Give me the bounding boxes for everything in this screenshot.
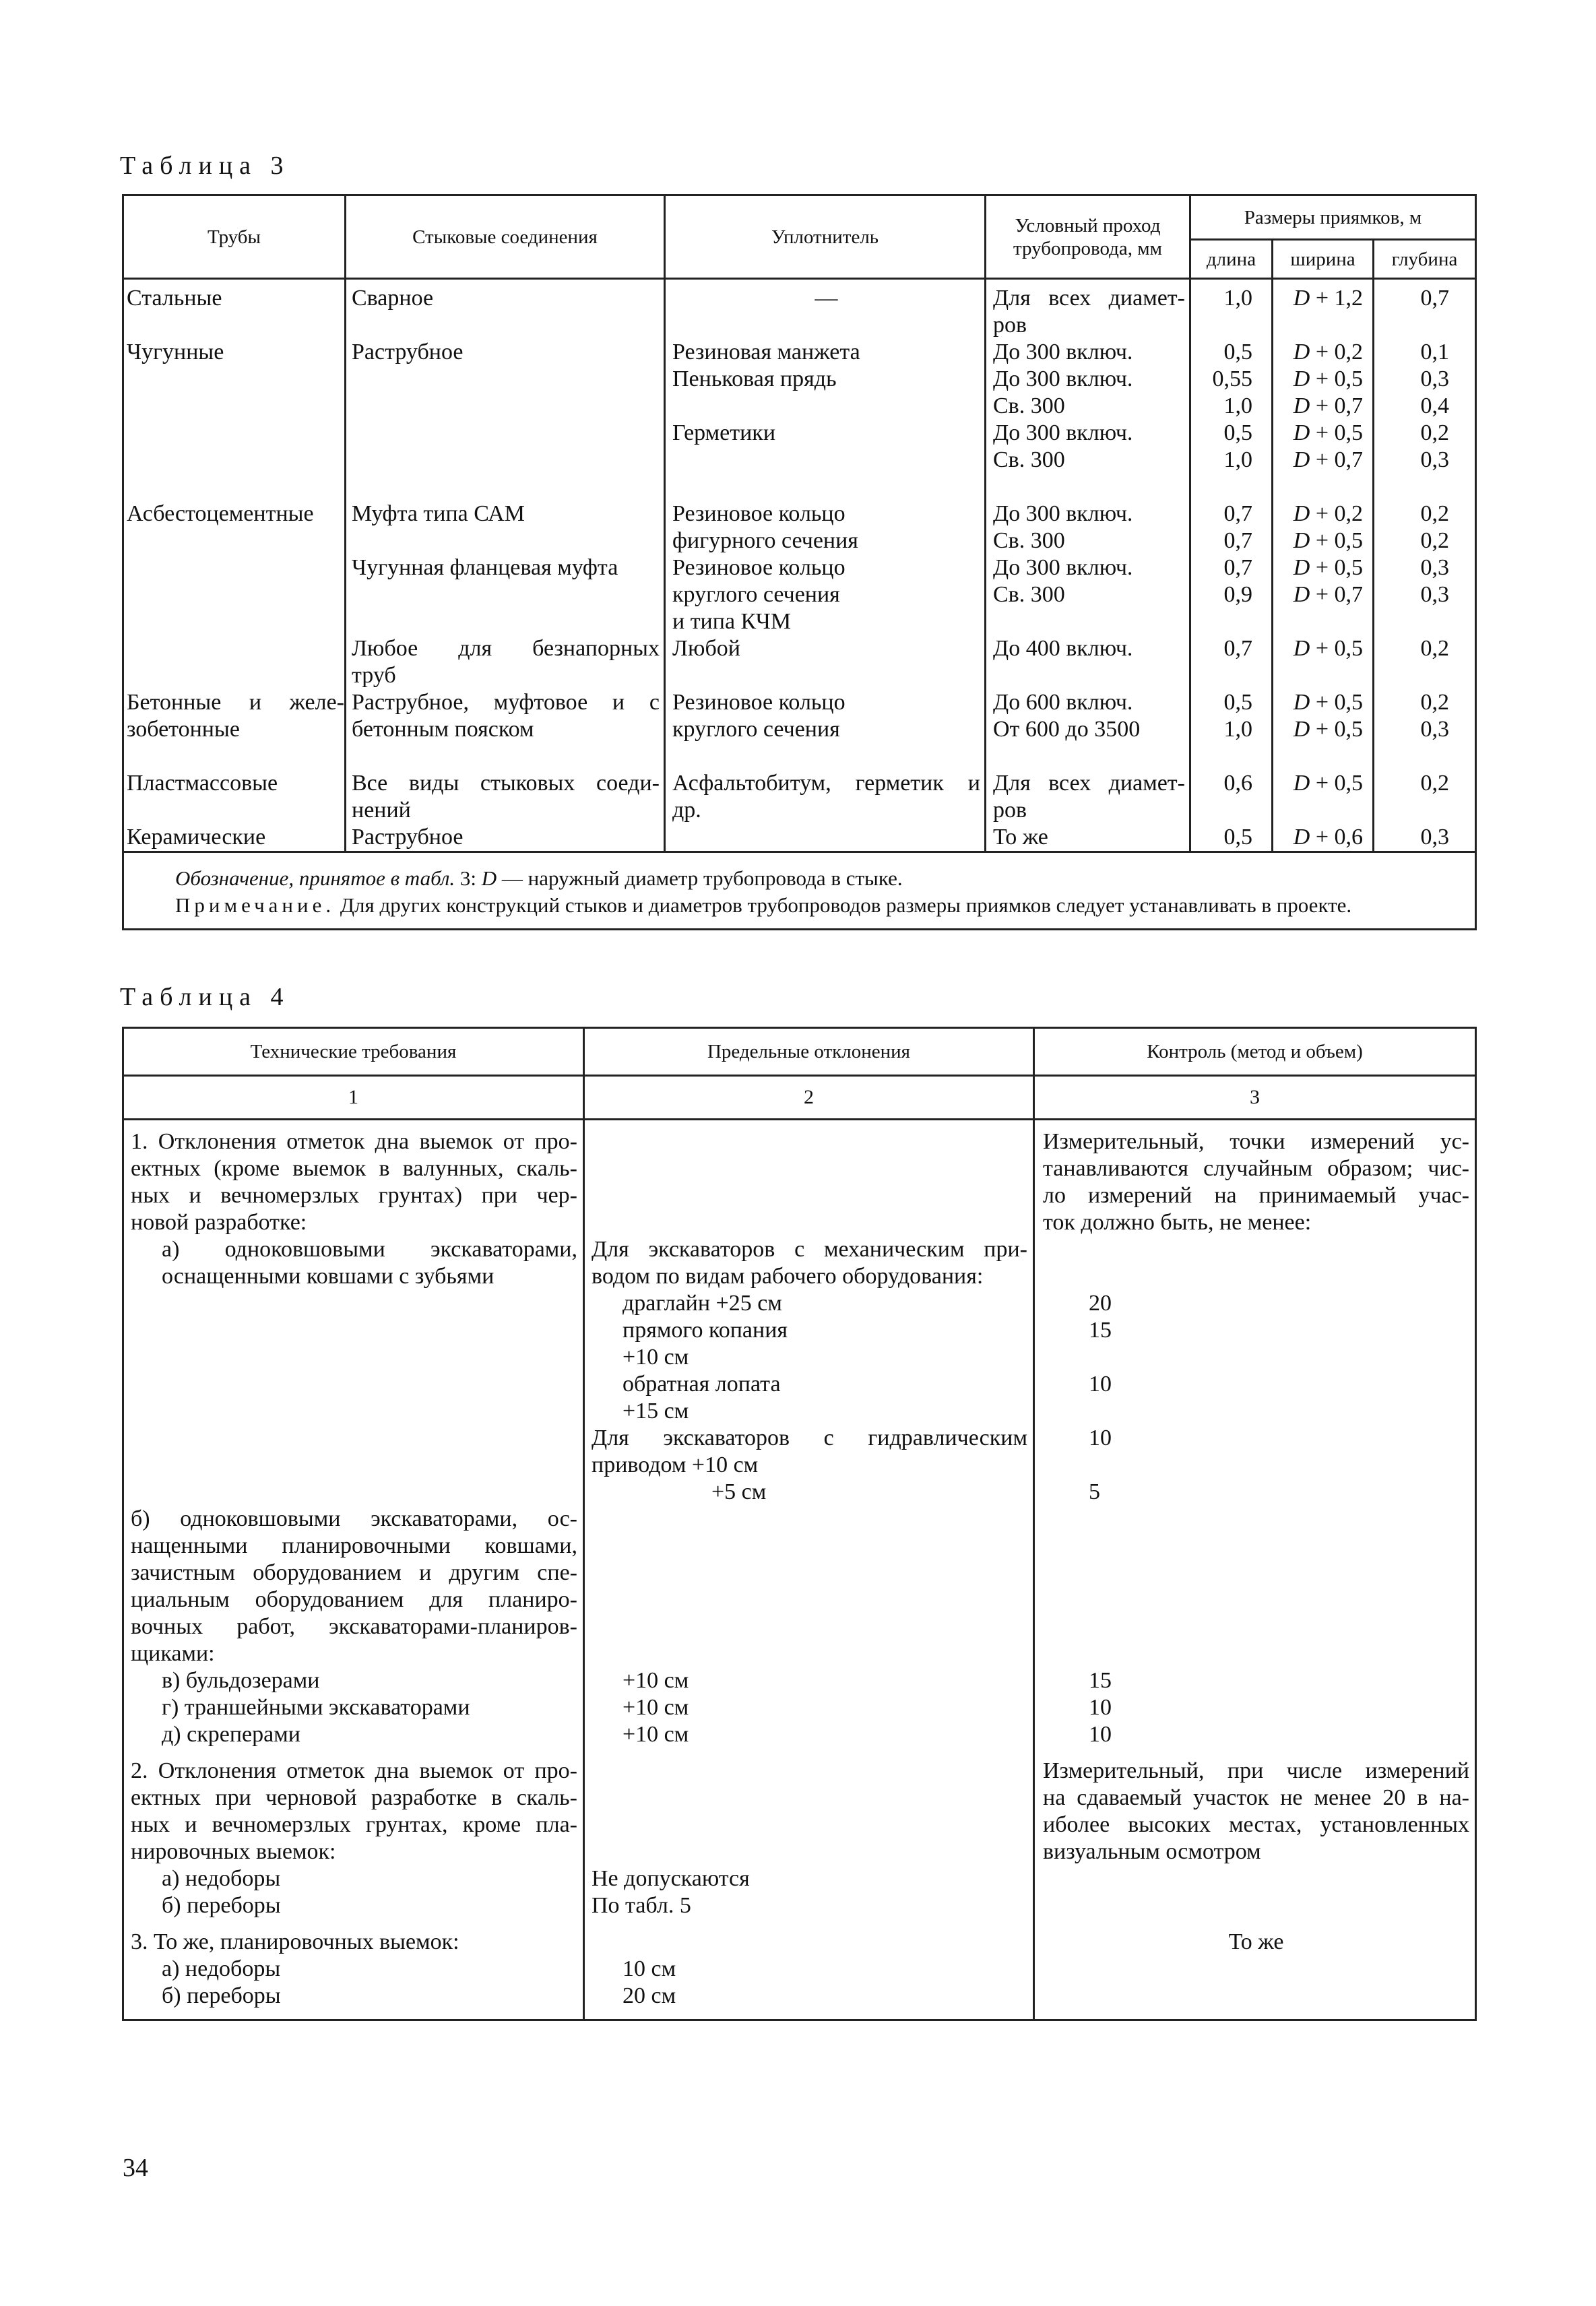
table-3 bbox=[122, 194, 1477, 930]
control-line bbox=[1043, 1560, 1469, 1587]
length-cell: 0,7 bbox=[1223, 555, 1252, 580]
depth-cell: 0,2 bbox=[1420, 636, 1450, 661]
table3-notes bbox=[123, 852, 1476, 930]
length-cell bbox=[1191, 743, 1252, 770]
width-cell: D + 0,7 bbox=[1293, 447, 1363, 472]
pipe-type-cell bbox=[127, 581, 344, 608]
diameter-cell: Для всех диамет- bbox=[993, 771, 1185, 796]
diameter-cell: То же bbox=[993, 825, 1048, 850]
length-cell: 0,9 bbox=[1223, 582, 1252, 607]
block1-requirements bbox=[123, 1120, 584, 1749]
pipe-type-cell: Асбестоцементные bbox=[127, 501, 314, 526]
width-cell: D + 0,5 bbox=[1293, 636, 1363, 661]
requirement-line: ектных при черновой разработке в скаль- bbox=[131, 1785, 577, 1810]
joint-type-cell: Сварное bbox=[352, 286, 434, 311]
block1-control bbox=[1034, 1120, 1476, 1749]
joint-type-cell: Раструбное bbox=[352, 340, 464, 364]
control-line bbox=[1043, 1892, 1469, 1919]
requirement-line: 1. Отклонения отметок дна выемок от про- bbox=[131, 1129, 577, 1154]
pipe-type-cell bbox=[127, 608, 344, 635]
requirement-line: нащенными планировочными ковшами, bbox=[131, 1533, 577, 1558]
deviation-line: +10 см bbox=[623, 1695, 689, 1720]
joint-type-cell: Все виды стыковых соеди- bbox=[352, 771, 660, 796]
block2-deviations bbox=[584, 1748, 1034, 1919]
deviation-line: 10 см bbox=[623, 1956, 676, 1981]
width-cell: D + 0,5 bbox=[1293, 690, 1363, 715]
requirement-line bbox=[131, 1425, 577, 1452]
header-width: ширина bbox=[1273, 240, 1374, 279]
requirement-line: 2. Отклонения отметок дна выемок от про- bbox=[131, 1758, 577, 1783]
control-line: 10 bbox=[1089, 1695, 1112, 1720]
deviation-line: +10 см bbox=[623, 1668, 689, 1693]
block2-requirements bbox=[123, 1748, 584, 1919]
joint-type-cell bbox=[352, 420, 660, 447]
seal-cell: и типа КЧМ bbox=[672, 609, 792, 634]
header-seal: Уплотнитель bbox=[665, 195, 986, 279]
joint-type-cell: Муфта типа САМ bbox=[352, 501, 525, 526]
width-cell bbox=[1273, 662, 1363, 689]
seal-cell: круглого сечения bbox=[672, 582, 840, 607]
diameter-cell: До 300 включ. bbox=[993, 501, 1133, 526]
requirement-line: щиками: bbox=[131, 1641, 215, 1666]
width-column bbox=[1273, 279, 1374, 852]
header-depth: глубина bbox=[1374, 240, 1476, 279]
remark-note: Примечание. Для других конструкций стыков и диаметров трубопроводов размеры приямков следует устанавливать в проекте. bbox=[175, 893, 1352, 917]
diameter-cell: От 600 до 3500 bbox=[993, 717, 1141, 742]
diameter-cell: До 300 включ. bbox=[993, 366, 1133, 391]
depth-cell bbox=[1374, 743, 1449, 770]
depth-cell: 0,4 bbox=[1420, 393, 1450, 418]
length-cell: 0,5 bbox=[1223, 340, 1252, 364]
control-line: Измерительный, точки измерений ус- bbox=[1043, 1129, 1469, 1154]
requirement-line: б) переборы bbox=[162, 1983, 281, 2008]
seal-cell: — bbox=[815, 286, 838, 311]
requirement-line: б) переборы bbox=[162, 1893, 281, 1918]
deviation-line: +10 см bbox=[623, 1722, 689, 1747]
control-line bbox=[1043, 1236, 1469, 1263]
page-number: 34 bbox=[123, 2154, 148, 2182]
header-pipes: Трубы bbox=[123, 195, 346, 279]
depth-cell: 0,2 bbox=[1420, 501, 1450, 526]
depth-cell bbox=[1374, 312, 1449, 339]
depth-cell: 0,2 bbox=[1420, 528, 1450, 553]
diameter-cell bbox=[993, 743, 1185, 770]
diameter-cell: До 400 включ. bbox=[993, 636, 1133, 661]
seal-cell: др. bbox=[672, 798, 701, 823]
deviation-line bbox=[592, 1812, 1027, 1838]
width-cell: D + 0,5 bbox=[1293, 528, 1363, 553]
length-cell: 1,0 bbox=[1223, 447, 1252, 472]
length-cell bbox=[1191, 474, 1252, 501]
depth-cell: 0,3 bbox=[1420, 447, 1450, 472]
deviation-line: +5 см bbox=[711, 1479, 767, 1504]
requirement-line: нировочных выемок: bbox=[131, 1839, 336, 1864]
control-line: визуальным осмотром bbox=[1043, 1839, 1261, 1864]
depth-cell bbox=[1374, 797, 1449, 824]
requirement-line: а) недоборы bbox=[162, 1866, 281, 1891]
deviation-line: 20 см bbox=[623, 1983, 676, 2008]
control-line bbox=[1043, 1398, 1469, 1425]
pipe-type-cell bbox=[127, 474, 344, 501]
table-4 bbox=[122, 1027, 1477, 2021]
requirement-line bbox=[131, 1317, 577, 1344]
requirement-line: а) одноковшовыми экскаваторами, bbox=[162, 1237, 577, 1262]
control-line bbox=[1043, 1640, 1469, 1667]
requirement-line: 3. То же, планировочных выемок: bbox=[131, 1929, 459, 1954]
requirement-line: зачистным оборудованием и другим спе- bbox=[131, 1560, 577, 1585]
pipe-type-cell bbox=[127, 743, 344, 770]
control-line bbox=[1043, 1506, 1469, 1533]
length-cell: 1,0 bbox=[1223, 286, 1252, 311]
control-line: 10 bbox=[1089, 1426, 1112, 1450]
length-cell bbox=[1191, 312, 1252, 339]
diameter-cell: До 600 включ. bbox=[993, 690, 1133, 715]
length-cell: 0,55 bbox=[1212, 366, 1252, 391]
joint-type-cell bbox=[352, 581, 660, 608]
requirement-line bbox=[131, 1344, 577, 1371]
joint-type-cell bbox=[352, 393, 660, 420]
control-line: 5 bbox=[1089, 1479, 1100, 1504]
control-line: танавливаются случайным образом; чис- bbox=[1043, 1156, 1469, 1181]
block3-requirements bbox=[123, 1919, 584, 2020]
requirement-line: б) одноковшовыми экскаваторами, ос- bbox=[131, 1506, 577, 1531]
diameter-cell: До 300 включ. bbox=[993, 340, 1133, 364]
diameter-cell: Св. 300 bbox=[993, 393, 1065, 418]
joint-type-cell: Раструбное bbox=[352, 825, 464, 850]
deviation-line: По табл. 5 bbox=[592, 1893, 691, 1918]
joint-type-cell: бетонным пояском bbox=[352, 717, 534, 742]
requirement-line: оснащенными ковшами с зубьями bbox=[162, 1264, 494, 1289]
table3-caption: Таблица 3 bbox=[120, 152, 290, 180]
length-cell: 0,6 bbox=[1223, 771, 1252, 796]
control-line: 20 bbox=[1089, 1291, 1112, 1316]
requirement-line bbox=[131, 1452, 577, 1479]
seal-cell: Любой bbox=[672, 636, 740, 661]
width-cell: D + 0,5 bbox=[1293, 420, 1363, 445]
deviation-line bbox=[592, 1560, 1027, 1587]
depth-cell: 0,3 bbox=[1420, 582, 1450, 607]
deviation-line: драглайн +25 см bbox=[623, 1291, 782, 1316]
requirement-line bbox=[131, 1398, 577, 1425]
depth-cell: 0,7 bbox=[1420, 286, 1450, 311]
deviation-line bbox=[592, 1506, 1027, 1533]
seal-cell bbox=[672, 824, 980, 851]
seal-cell: Асфальтобитум, герметик и bbox=[672, 771, 980, 796]
control-line bbox=[1043, 1956, 1469, 1983]
control-line: ток должно быть, не менее: bbox=[1043, 1210, 1312, 1235]
depth-cell: 0,1 bbox=[1420, 340, 1450, 364]
width-cell bbox=[1273, 797, 1363, 824]
deviation-line bbox=[592, 1640, 1027, 1667]
length-cell: 0,7 bbox=[1223, 528, 1252, 553]
deviation-line: водом по видам рабочего оборудования: bbox=[592, 1264, 984, 1289]
header-diameter: Условный проход трубопровода, мм bbox=[986, 195, 1190, 279]
control-line: 15 bbox=[1089, 1318, 1112, 1343]
header-joints: Стыковые соединения bbox=[346, 195, 665, 279]
width-cell: D + 0,5 bbox=[1293, 771, 1363, 796]
joint-type-cell bbox=[352, 474, 660, 501]
header-requirements: Технические требования bbox=[123, 1028, 584, 1076]
requirement-line: г) траншейными экскаваторами bbox=[162, 1695, 470, 1720]
width-cell: D + 0,7 bbox=[1293, 393, 1363, 418]
deviation-line bbox=[592, 1838, 1027, 1865]
block3-control bbox=[1034, 1919, 1476, 2020]
deviation-line bbox=[592, 1128, 1027, 1155]
control-line bbox=[1043, 1344, 1469, 1371]
joint-type-cell: Любое для безнапорных bbox=[352, 636, 660, 661]
deviation-line bbox=[592, 1209, 1027, 1236]
deviation-line: Для экскаваторов с механическим при- bbox=[592, 1237, 1027, 1262]
pipe-type-cell: Керамические bbox=[127, 825, 266, 850]
joint-type-cell: Чугунная фланцевая муфта bbox=[352, 555, 618, 580]
width-cell: D + 1,2 bbox=[1293, 286, 1363, 311]
control-line bbox=[1043, 1452, 1469, 1479]
diameter-cell bbox=[993, 662, 1185, 689]
requirement-line: ектных (кроме выемок в валунных, скаль- bbox=[131, 1156, 577, 1181]
pipe-type-cell bbox=[127, 797, 344, 824]
requirement-line bbox=[131, 1479, 577, 1506]
seal-cell bbox=[672, 312, 980, 339]
requirement-line: а) недоборы bbox=[162, 1956, 281, 1981]
length-cell: 0,5 bbox=[1223, 420, 1252, 445]
width-cell: D + 0,5 bbox=[1293, 555, 1363, 580]
depth-cell: 0,3 bbox=[1420, 366, 1450, 391]
joint-type-cell bbox=[352, 743, 660, 770]
joint-type-cell: нений bbox=[352, 798, 411, 823]
length-cell bbox=[1191, 608, 1252, 635]
diameter-cell bbox=[993, 474, 1185, 501]
control-line bbox=[1043, 1263, 1469, 1290]
header-pit-sizes: Размеры приямков, м bbox=[1190, 195, 1476, 240]
depth-cell bbox=[1374, 662, 1449, 689]
width-cell: D + 0,5 bbox=[1293, 366, 1363, 391]
deviation-line bbox=[592, 1613, 1027, 1640]
depth-cell: 0,2 bbox=[1420, 771, 1450, 796]
joints-column bbox=[346, 279, 665, 852]
control-line: То же bbox=[1228, 1929, 1284, 1954]
seal-cell: Резиновое кольцо bbox=[672, 690, 845, 715]
seal-cell: фигурного сечения bbox=[672, 528, 858, 553]
length-cell: 0,7 bbox=[1223, 501, 1252, 526]
diameter-cell: Св. 300 bbox=[993, 582, 1065, 607]
header-length: длина bbox=[1190, 240, 1273, 279]
deviation-line: приводом +10 см bbox=[592, 1452, 759, 1477]
joint-type-cell bbox=[352, 312, 660, 339]
length-cell: 1,0 bbox=[1223, 393, 1252, 418]
table4-caption: Таблица 4 bbox=[120, 983, 290, 1011]
seal-cell: Герметики bbox=[672, 420, 776, 445]
control-line: 10 bbox=[1089, 1722, 1112, 1747]
length-cell: 1,0 bbox=[1223, 717, 1252, 742]
diameter-cell: Для всех диамет- bbox=[993, 286, 1185, 311]
column-number: 3 bbox=[1034, 1076, 1476, 1120]
width-cell bbox=[1273, 474, 1363, 501]
diameter-cell: Св. 300 bbox=[993, 528, 1065, 553]
deviation-line: +15 см bbox=[623, 1399, 689, 1423]
pipe-type-cell bbox=[127, 312, 344, 339]
control-line bbox=[1043, 1587, 1469, 1613]
pipe-type-cell: Пластмассовые bbox=[127, 771, 278, 796]
requirement-line: циальным оборудованием для планиро- bbox=[131, 1587, 577, 1612]
seal-cell: Резиновое кольцо bbox=[672, 501, 845, 526]
header-control: Контроль (метод и объем) bbox=[1034, 1028, 1476, 1076]
depth-column bbox=[1374, 279, 1476, 852]
diameter-cell: ров bbox=[993, 798, 1027, 823]
requirement-line: новой разработке: bbox=[131, 1210, 307, 1235]
diameter-cell: До 300 включ. bbox=[993, 555, 1133, 580]
depth-cell bbox=[1374, 608, 1449, 635]
seal-cell: Резиновая манжета bbox=[672, 340, 860, 364]
depth-cell bbox=[1374, 474, 1449, 501]
seal-cell: Пеньковая прядь bbox=[672, 366, 837, 391]
block3-deviations bbox=[584, 1919, 1034, 2020]
requirement-line: ных и вечномерзлых грунтах, кроме пла- bbox=[131, 1812, 577, 1837]
seal-cell bbox=[672, 743, 980, 770]
width-cell: D + 0,2 bbox=[1293, 340, 1363, 364]
pipe-type-cell: Чугунные bbox=[127, 340, 224, 364]
seal-cell bbox=[672, 474, 980, 501]
diameter-cell: Св. 300 bbox=[993, 447, 1065, 472]
pipe-type-cell bbox=[127, 420, 344, 447]
joint-type-cell: Раструбное, муфтовое и с bbox=[352, 690, 660, 715]
header-deviations: Предельные отклонения bbox=[584, 1028, 1034, 1076]
pipe-type-cell bbox=[127, 527, 344, 554]
pipe-type-cell: зобетонные bbox=[127, 717, 240, 742]
pipe-type-cell bbox=[127, 635, 344, 662]
pipe-type-cell bbox=[127, 393, 344, 420]
seal-cell: Резиновое кольцо bbox=[672, 555, 845, 580]
deviation-line: Для экскаваторов с гидравлическим bbox=[592, 1426, 1027, 1450]
width-cell bbox=[1273, 312, 1363, 339]
requirement-line bbox=[131, 1290, 577, 1317]
deviation-line bbox=[592, 1533, 1027, 1560]
pipe-type-cell bbox=[127, 447, 344, 474]
length-cell bbox=[1191, 797, 1252, 824]
deviation-line: +10 см bbox=[623, 1345, 689, 1370]
control-line: на сдаваемый участок не менее 20 в на- bbox=[1043, 1785, 1469, 1810]
length-column bbox=[1190, 279, 1273, 852]
width-cell: D + 0,6 bbox=[1293, 825, 1363, 850]
depth-cell: 0,3 bbox=[1420, 717, 1450, 742]
pipes-column bbox=[123, 279, 346, 852]
pipe-type-cell bbox=[127, 662, 344, 689]
joint-type-cell bbox=[352, 366, 660, 393]
joint-type-cell: труб bbox=[352, 663, 396, 688]
seal-column bbox=[665, 279, 986, 852]
requirement-line: вочных работ, экскаваторами-планиров- bbox=[131, 1614, 577, 1639]
deviation-line bbox=[592, 1929, 1027, 1956]
control-line: 15 bbox=[1089, 1668, 1112, 1693]
depth-cell: 0,3 bbox=[1420, 555, 1450, 580]
deviation-line bbox=[592, 1785, 1027, 1812]
requirement-line: в) бульдозерами bbox=[162, 1668, 320, 1693]
deviation-line bbox=[592, 1155, 1027, 1182]
diameter-column bbox=[986, 279, 1190, 852]
control-line bbox=[1043, 1613, 1469, 1640]
control-line bbox=[1043, 1865, 1469, 1892]
diameter-cell: ров bbox=[993, 313, 1027, 338]
width-cell: D + 0,7 bbox=[1293, 582, 1363, 607]
control-line: Измерительный, при числе измерений bbox=[1043, 1758, 1469, 1783]
width-cell bbox=[1273, 608, 1363, 635]
joint-type-cell bbox=[352, 608, 660, 635]
pipe-type-cell: Бетонные и желе- bbox=[127, 690, 344, 715]
depth-cell: 0,2 bbox=[1420, 420, 1450, 445]
seal-cell bbox=[672, 393, 980, 420]
deviation-line bbox=[592, 1587, 1027, 1613]
seal-cell bbox=[672, 447, 980, 474]
deviation-line: обратная лопата bbox=[623, 1372, 781, 1397]
diameter-cell: До 300 включ. bbox=[993, 420, 1133, 445]
control-line: иболее высоких местах, установленных bbox=[1043, 1812, 1469, 1837]
pipe-type-cell: Стальные bbox=[127, 286, 222, 311]
requirement-line bbox=[131, 1371, 577, 1398]
seal-cell bbox=[672, 662, 980, 689]
column-number: 1 bbox=[123, 1076, 584, 1120]
pipe-type-cell bbox=[127, 366, 344, 393]
length-cell: 0,7 bbox=[1223, 636, 1252, 661]
depth-cell: 0,2 bbox=[1420, 690, 1450, 715]
control-line: 10 bbox=[1089, 1372, 1112, 1397]
length-cell: 0,5 bbox=[1223, 690, 1252, 715]
deviation-line bbox=[592, 1758, 1027, 1785]
deviation-line: прямого копания bbox=[623, 1318, 788, 1343]
control-line: ло измерений на принимаемый учас- bbox=[1043, 1183, 1469, 1208]
length-cell bbox=[1191, 662, 1252, 689]
designation-note: Обозначение, принятое в табл. 3: D — наружный диаметр трубопровода в стыке. bbox=[175, 866, 903, 890]
joint-type-cell bbox=[352, 527, 660, 554]
diameter-cell bbox=[993, 608, 1185, 635]
deviation-line: Не допускаются bbox=[592, 1866, 750, 1891]
width-cell bbox=[1273, 743, 1363, 770]
requirement-line: д) скреперами bbox=[162, 1722, 300, 1747]
requirement-line: ных и вечномерзлых грунтах) при чер- bbox=[131, 1183, 577, 1208]
control-line bbox=[1043, 1533, 1469, 1560]
length-cell: 0,5 bbox=[1223, 825, 1252, 850]
control-line bbox=[1043, 1983, 1469, 2010]
width-cell: D + 0,2 bbox=[1293, 501, 1363, 526]
seal-cell: круглого сечения bbox=[672, 717, 840, 742]
pipe-type-cell bbox=[127, 554, 344, 581]
column-number: 2 bbox=[584, 1076, 1034, 1120]
block1-deviations bbox=[584, 1120, 1034, 1749]
width-cell: D + 0,5 bbox=[1293, 717, 1363, 742]
deviation-line bbox=[592, 1182, 1027, 1209]
depth-cell: 0,3 bbox=[1420, 825, 1450, 850]
block2-control bbox=[1034, 1748, 1476, 1919]
joint-type-cell bbox=[352, 447, 660, 474]
